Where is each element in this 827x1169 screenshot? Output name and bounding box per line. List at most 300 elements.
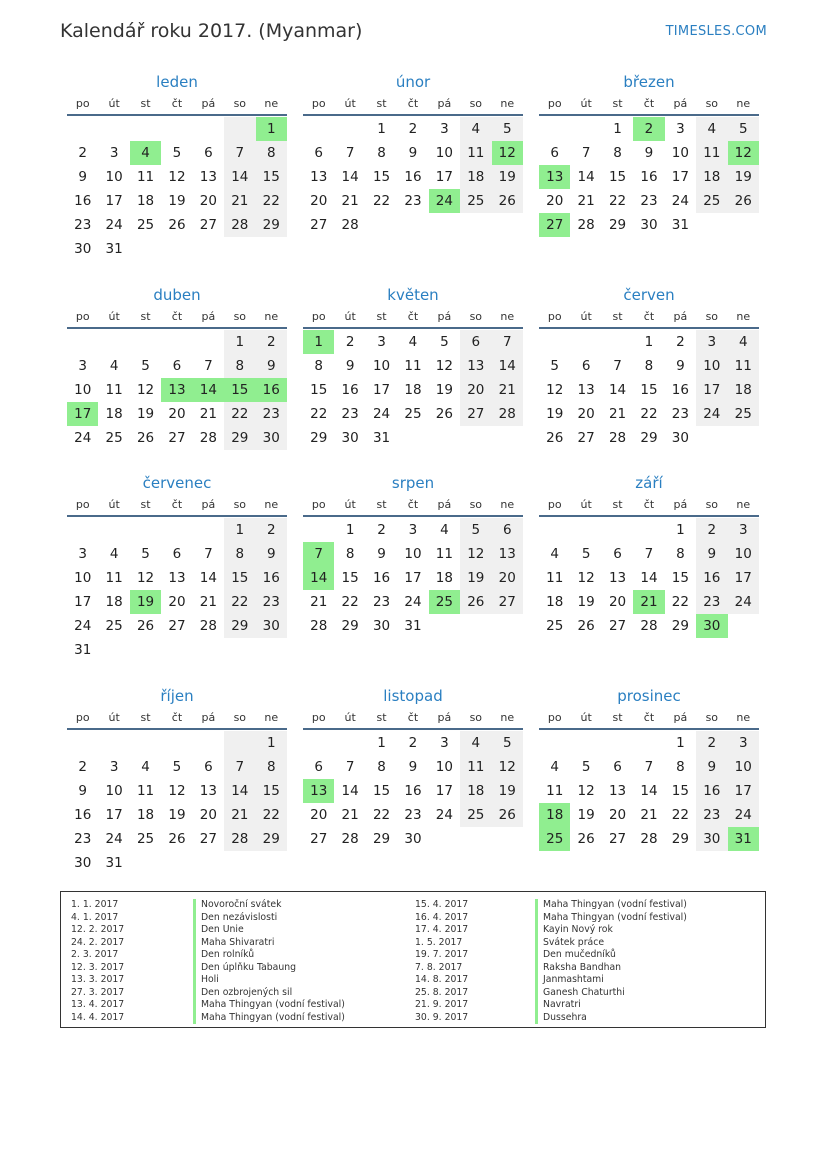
- day: 30: [372, 618, 391, 634]
- day: 19: [168, 193, 186, 209]
- day-grid: [67, 116, 287, 261]
- day: 29: [224, 426, 255, 450]
- holiday-name: Novoroční svátek: [193, 899, 345, 912]
- empty-cell: [539, 117, 570, 141]
- day: 20: [460, 378, 491, 402]
- holiday-name: Den Unie: [193, 924, 345, 937]
- holiday-date: 13. 4. 2017: [71, 999, 125, 1010]
- weekday-label: út: [580, 710, 592, 724]
- day: 24: [728, 590, 759, 614]
- day: 28: [224, 213, 255, 237]
- day: 17: [728, 566, 759, 590]
- day: 9: [696, 755, 727, 779]
- day: 23: [74, 217, 92, 233]
- day: 4: [550, 546, 559, 562]
- weekday-header: [303, 493, 523, 517]
- day: 11: [546, 570, 564, 586]
- day: 17: [372, 382, 391, 398]
- day: 10: [404, 546, 422, 562]
- weekday-label: ne: [736, 96, 751, 110]
- day: 1: [613, 121, 622, 137]
- day: 21: [608, 406, 627, 422]
- day: 10: [671, 145, 689, 161]
- holiday-date: 15. 4. 2017: [415, 899, 469, 910]
- weekday-label: pá: [201, 96, 216, 110]
- day: 14: [640, 570, 658, 586]
- day: 18: [546, 594, 564, 610]
- day: 22: [224, 402, 255, 426]
- day: 13: [460, 354, 491, 378]
- day: 19: [460, 566, 491, 590]
- day: 2: [78, 759, 87, 775]
- day: 15: [341, 570, 359, 586]
- empty-cell: [193, 518, 224, 542]
- day: 9: [676, 358, 685, 374]
- weekday-label: ne: [500, 309, 515, 323]
- weekday-header: [67, 92, 287, 116]
- weekday-label: pá: [673, 309, 688, 323]
- day: 24: [105, 831, 123, 847]
- weekday-label: po: [311, 497, 326, 511]
- day: 18: [696, 165, 727, 189]
- day: 13: [199, 783, 217, 799]
- day: 3: [696, 330, 727, 354]
- day: 4: [696, 117, 727, 141]
- day: 23: [372, 594, 391, 610]
- holiday-date: 12. 3. 2017: [71, 961, 125, 973]
- day: 31: [105, 855, 123, 871]
- weekday-label: po: [75, 96, 90, 110]
- day: 7: [644, 546, 654, 562]
- day: 12: [577, 570, 595, 586]
- day: 23: [404, 193, 422, 209]
- weekday-label: ne: [264, 309, 279, 323]
- holiday-date: 4. 1. 2017: [71, 911, 119, 923]
- month-name: únor: [395, 73, 431, 91]
- holiday-day: 7: [303, 542, 334, 566]
- day: 28: [608, 430, 627, 446]
- holiday-day: 14: [303, 566, 334, 590]
- day: 1: [224, 330, 255, 354]
- day: 5: [550, 358, 559, 374]
- month-4: [303, 285, 523, 450]
- day: 30: [74, 241, 92, 257]
- weekday-label: st: [376, 96, 387, 110]
- day: 12: [460, 542, 491, 566]
- day: 6: [460, 330, 491, 354]
- weekday-header: [303, 706, 523, 730]
- weekday-label: ne: [264, 497, 279, 511]
- day: 5: [440, 334, 449, 350]
- day: 17: [105, 807, 123, 823]
- month-name: červenec: [142, 474, 212, 492]
- day: 31: [105, 241, 123, 257]
- day: 4: [728, 330, 759, 354]
- holiday-name: Den nezávislosti: [193, 912, 345, 925]
- weekday-label: ne: [500, 497, 515, 511]
- holiday-name: Janmashtami: [535, 974, 687, 987]
- day: 2: [696, 518, 727, 542]
- day: 11: [435, 546, 453, 562]
- day: 21: [199, 594, 217, 610]
- weekday-label: út: [580, 309, 592, 323]
- weekday-label: so: [705, 309, 719, 323]
- holiday-names-col-2: [535, 899, 687, 1024]
- weekday-label: pá: [201, 309, 216, 323]
- day-grid: [303, 517, 523, 638]
- day: 14: [341, 169, 359, 185]
- day: 29: [256, 213, 287, 237]
- month-2: [539, 72, 759, 237]
- month-name: listopad: [383, 687, 443, 705]
- day: 14: [608, 382, 627, 398]
- day: 1: [644, 334, 654, 350]
- day: 23: [404, 807, 422, 823]
- day: 15: [256, 779, 287, 803]
- holiday-dates-col-2: [415, 899, 468, 1024]
- holiday-day: 13: [303, 779, 334, 803]
- day: 27: [310, 831, 328, 847]
- day: 21: [341, 193, 359, 209]
- weekday-label: út: [108, 710, 120, 724]
- day: 30: [404, 831, 422, 847]
- day: 12: [136, 382, 155, 398]
- weekday-label: ne: [264, 96, 279, 110]
- weekday-label: út: [580, 96, 592, 110]
- day: 26: [435, 406, 453, 422]
- day: 2: [676, 334, 685, 350]
- weekday-label: po: [75, 710, 90, 724]
- day: 13: [577, 382, 595, 398]
- day: 10: [74, 382, 92, 398]
- holiday-day: 16: [256, 378, 287, 402]
- day: 5: [492, 731, 523, 755]
- empty-cell: [130, 731, 161, 755]
- day: 5: [581, 546, 591, 562]
- day: 8: [345, 546, 355, 562]
- day: 30: [640, 217, 658, 233]
- day: 23: [696, 803, 727, 827]
- weekday-label: út: [108, 96, 120, 110]
- day: 18: [404, 382, 422, 398]
- day: 8: [224, 542, 255, 566]
- holiday-day: 27: [539, 213, 570, 237]
- holiday-date: 17. 4. 2017: [415, 924, 469, 935]
- day: 18: [435, 570, 453, 586]
- weekday-label: ne: [736, 710, 751, 724]
- day: 10: [435, 759, 453, 775]
- holiday-name: Holi: [193, 974, 345, 987]
- weekday-header: [539, 305, 759, 329]
- weekday-label: po: [547, 309, 562, 323]
- weekday-label: so: [469, 710, 483, 724]
- day: 15: [372, 169, 391, 185]
- day: 28: [640, 618, 658, 634]
- day: 21: [341, 807, 359, 823]
- day: 24: [671, 193, 689, 209]
- day: 11: [404, 358, 422, 374]
- day: 15: [310, 382, 328, 398]
- weekday-label: so: [233, 710, 247, 724]
- month-9: [67, 686, 287, 875]
- weekday-label: so: [705, 710, 719, 724]
- day: 10: [105, 169, 123, 185]
- day: 10: [74, 570, 92, 586]
- holiday-date: 14. 4. 2017: [71, 1011, 125, 1023]
- day: 8: [644, 358, 654, 374]
- empty-cell: [570, 518, 601, 542]
- day: 16: [74, 807, 92, 823]
- day: 30: [256, 426, 287, 450]
- day: 3: [728, 518, 759, 542]
- empty-cell: [539, 731, 570, 755]
- holiday-name: Maha Thingyan (vodní festival): [193, 999, 345, 1012]
- empty-cell: [602, 330, 633, 354]
- day: 2: [256, 330, 287, 354]
- day: 9: [377, 546, 386, 562]
- day: 20: [310, 193, 328, 209]
- day: 18: [136, 193, 155, 209]
- weekday-header: [67, 493, 287, 517]
- day: 22: [372, 807, 391, 823]
- day: 11: [105, 382, 123, 398]
- holiday-day: 30: [696, 614, 727, 638]
- empty-cell: [130, 518, 161, 542]
- day: 8: [377, 145, 386, 161]
- day: 9: [696, 542, 727, 566]
- weekday-label: pá: [437, 710, 452, 724]
- day: 17: [671, 169, 689, 185]
- day-grid: [67, 329, 287, 450]
- empty-cell: [130, 117, 161, 141]
- day: 11: [696, 141, 727, 165]
- month-name: květen: [387, 286, 439, 304]
- day: 5: [460, 518, 491, 542]
- month-name: leden: [156, 73, 198, 91]
- weekday-label: st: [612, 497, 623, 511]
- day: 6: [314, 145, 323, 161]
- weekday-label: út: [344, 309, 356, 323]
- weekday-label: út: [344, 497, 356, 511]
- holiday-date: 12. 2. 2017: [71, 924, 125, 935]
- day: 4: [550, 759, 559, 775]
- day: 29: [310, 430, 328, 446]
- holiday-date: 13. 3. 2017: [71, 974, 125, 985]
- month-7: [303, 473, 523, 638]
- day: 22: [224, 590, 255, 614]
- weekday-label: so: [705, 497, 719, 511]
- page-title: Kalendář roku 2017. (Myanmar): [60, 20, 363, 42]
- day-grid: [539, 329, 759, 450]
- weekday-label: pá: [673, 96, 688, 110]
- day: 19: [492, 779, 523, 803]
- day: 15: [671, 783, 689, 799]
- empty-cell: [193, 117, 224, 141]
- day: 29: [608, 217, 627, 233]
- holiday-day: 31: [728, 827, 759, 851]
- day: 21: [492, 378, 523, 402]
- empty-cell: [98, 330, 129, 354]
- day: 2: [256, 518, 287, 542]
- weekday-label: ne: [500, 96, 515, 110]
- day: 9: [256, 354, 287, 378]
- day: 26: [460, 590, 491, 614]
- day: 17: [74, 594, 92, 610]
- day: 17: [105, 193, 123, 209]
- day: 6: [314, 759, 323, 775]
- day: 1: [345, 522, 355, 538]
- day: 25: [136, 217, 155, 233]
- empty-cell: [334, 117, 365, 141]
- month-name: duben: [153, 286, 201, 304]
- day: 3: [377, 334, 386, 350]
- weekday-label: so: [705, 96, 719, 110]
- day: 8: [377, 759, 386, 775]
- holiday-day: 18: [539, 803, 570, 827]
- day: 6: [581, 358, 591, 374]
- day: 29: [341, 618, 359, 634]
- weekday-label: pá: [437, 96, 452, 110]
- day: 11: [105, 570, 123, 586]
- day-grid: [539, 730, 759, 851]
- day: 6: [172, 546, 182, 562]
- weekday-label: čt: [643, 309, 655, 323]
- holiday-name: Ganesh Chaturthi: [535, 987, 687, 1000]
- day: 28: [199, 430, 217, 446]
- holiday-date: 30. 9. 2017: [415, 1011, 469, 1023]
- day: 28: [492, 402, 523, 426]
- day: 20: [608, 807, 627, 823]
- day: 4: [460, 117, 491, 141]
- empty-cell: [193, 330, 224, 354]
- site-link[interactable]: TIMESLES.COM: [665, 24, 767, 39]
- day: 14: [492, 354, 523, 378]
- day: 4: [440, 522, 449, 538]
- weekday-header: [67, 305, 287, 329]
- day: 17: [696, 378, 727, 402]
- holiday-name: Den rolníků: [193, 949, 345, 962]
- day: 14: [341, 783, 359, 799]
- day: 29: [372, 831, 391, 847]
- holiday-day: 15: [224, 378, 255, 402]
- day: 25: [105, 618, 123, 634]
- weekday-label: pá: [673, 497, 688, 511]
- day: 7: [345, 145, 355, 161]
- day: 7: [224, 755, 255, 779]
- holiday-name: Den úplňku Tabaung: [193, 962, 345, 975]
- weekday-label: po: [547, 710, 562, 724]
- day: 25: [460, 803, 491, 827]
- weekday-label: čt: [643, 497, 655, 511]
- day: 3: [78, 546, 87, 562]
- month-name: červen: [623, 286, 675, 304]
- holiday-names-col-1: [193, 899, 345, 1024]
- day: 26: [136, 618, 155, 634]
- weekday-label: po: [311, 96, 326, 110]
- month-name: září: [635, 474, 663, 492]
- day: 14: [577, 169, 595, 185]
- day: 25: [696, 189, 727, 213]
- empty-cell: [98, 117, 129, 141]
- day: 14: [640, 783, 658, 799]
- weekday-label: út: [108, 309, 120, 323]
- day: 7: [492, 330, 523, 354]
- weekday-label: so: [233, 96, 247, 110]
- day: 19: [728, 165, 759, 189]
- month-5: [539, 285, 759, 450]
- day: 10: [105, 783, 123, 799]
- holiday-date: 2. 3. 2017: [71, 949, 119, 960]
- day: 4: [109, 358, 119, 374]
- day: 21: [224, 803, 255, 827]
- holiday-date: 1. 5. 2017: [415, 936, 463, 948]
- weekday-header: [539, 493, 759, 517]
- empty-cell: [570, 330, 601, 354]
- day: 11: [136, 169, 155, 185]
- day: 16: [696, 779, 727, 803]
- day: 21: [224, 189, 255, 213]
- day: 12: [168, 783, 186, 799]
- day: 13: [310, 169, 328, 185]
- holiday-date: 14. 8. 2017: [415, 974, 469, 985]
- day: 6: [172, 358, 182, 374]
- day: 31: [74, 642, 92, 658]
- day: 4: [460, 731, 491, 755]
- holiday-name: Maha Thingyan (vodní festival): [193, 1012, 345, 1025]
- day: 16: [372, 570, 391, 586]
- day: 11: [460, 755, 491, 779]
- day: 23: [671, 406, 689, 422]
- weekday-label: ne: [736, 309, 751, 323]
- weekday-label: ne: [500, 710, 515, 724]
- holiday-name: Den mučedníků: [535, 949, 687, 962]
- day: 15: [372, 783, 391, 799]
- weekday-label: út: [344, 710, 356, 724]
- day: 29: [224, 614, 255, 638]
- day: 30: [256, 614, 287, 638]
- day: 10: [372, 358, 391, 374]
- empty-cell: [224, 117, 255, 141]
- day: 30: [696, 827, 727, 851]
- day: 19: [435, 382, 453, 398]
- day: 8: [613, 145, 622, 161]
- day: 15: [224, 566, 255, 590]
- day: 23: [256, 590, 287, 614]
- day: 31: [671, 217, 689, 233]
- holiday-day: 12: [728, 141, 759, 165]
- day: 22: [256, 803, 287, 827]
- month-10: [303, 686, 523, 851]
- day: 7: [204, 546, 213, 562]
- empty-cell: [602, 518, 633, 542]
- holiday-day: 24: [429, 189, 460, 213]
- day: 8: [676, 759, 685, 775]
- day: 5: [172, 145, 182, 161]
- day: 5: [492, 117, 523, 141]
- day: 21: [577, 193, 595, 209]
- weekday-label: ne: [264, 710, 279, 724]
- day: 12: [546, 382, 564, 398]
- day: 11: [728, 354, 759, 378]
- weekday-label: pá: [201, 497, 216, 511]
- day: 6: [613, 759, 622, 775]
- day: 9: [408, 145, 418, 161]
- day: 9: [78, 783, 87, 799]
- day: 6: [492, 518, 523, 542]
- weekday-label: pá: [201, 710, 216, 724]
- month-name: březen: [623, 73, 675, 91]
- day: 20: [608, 594, 627, 610]
